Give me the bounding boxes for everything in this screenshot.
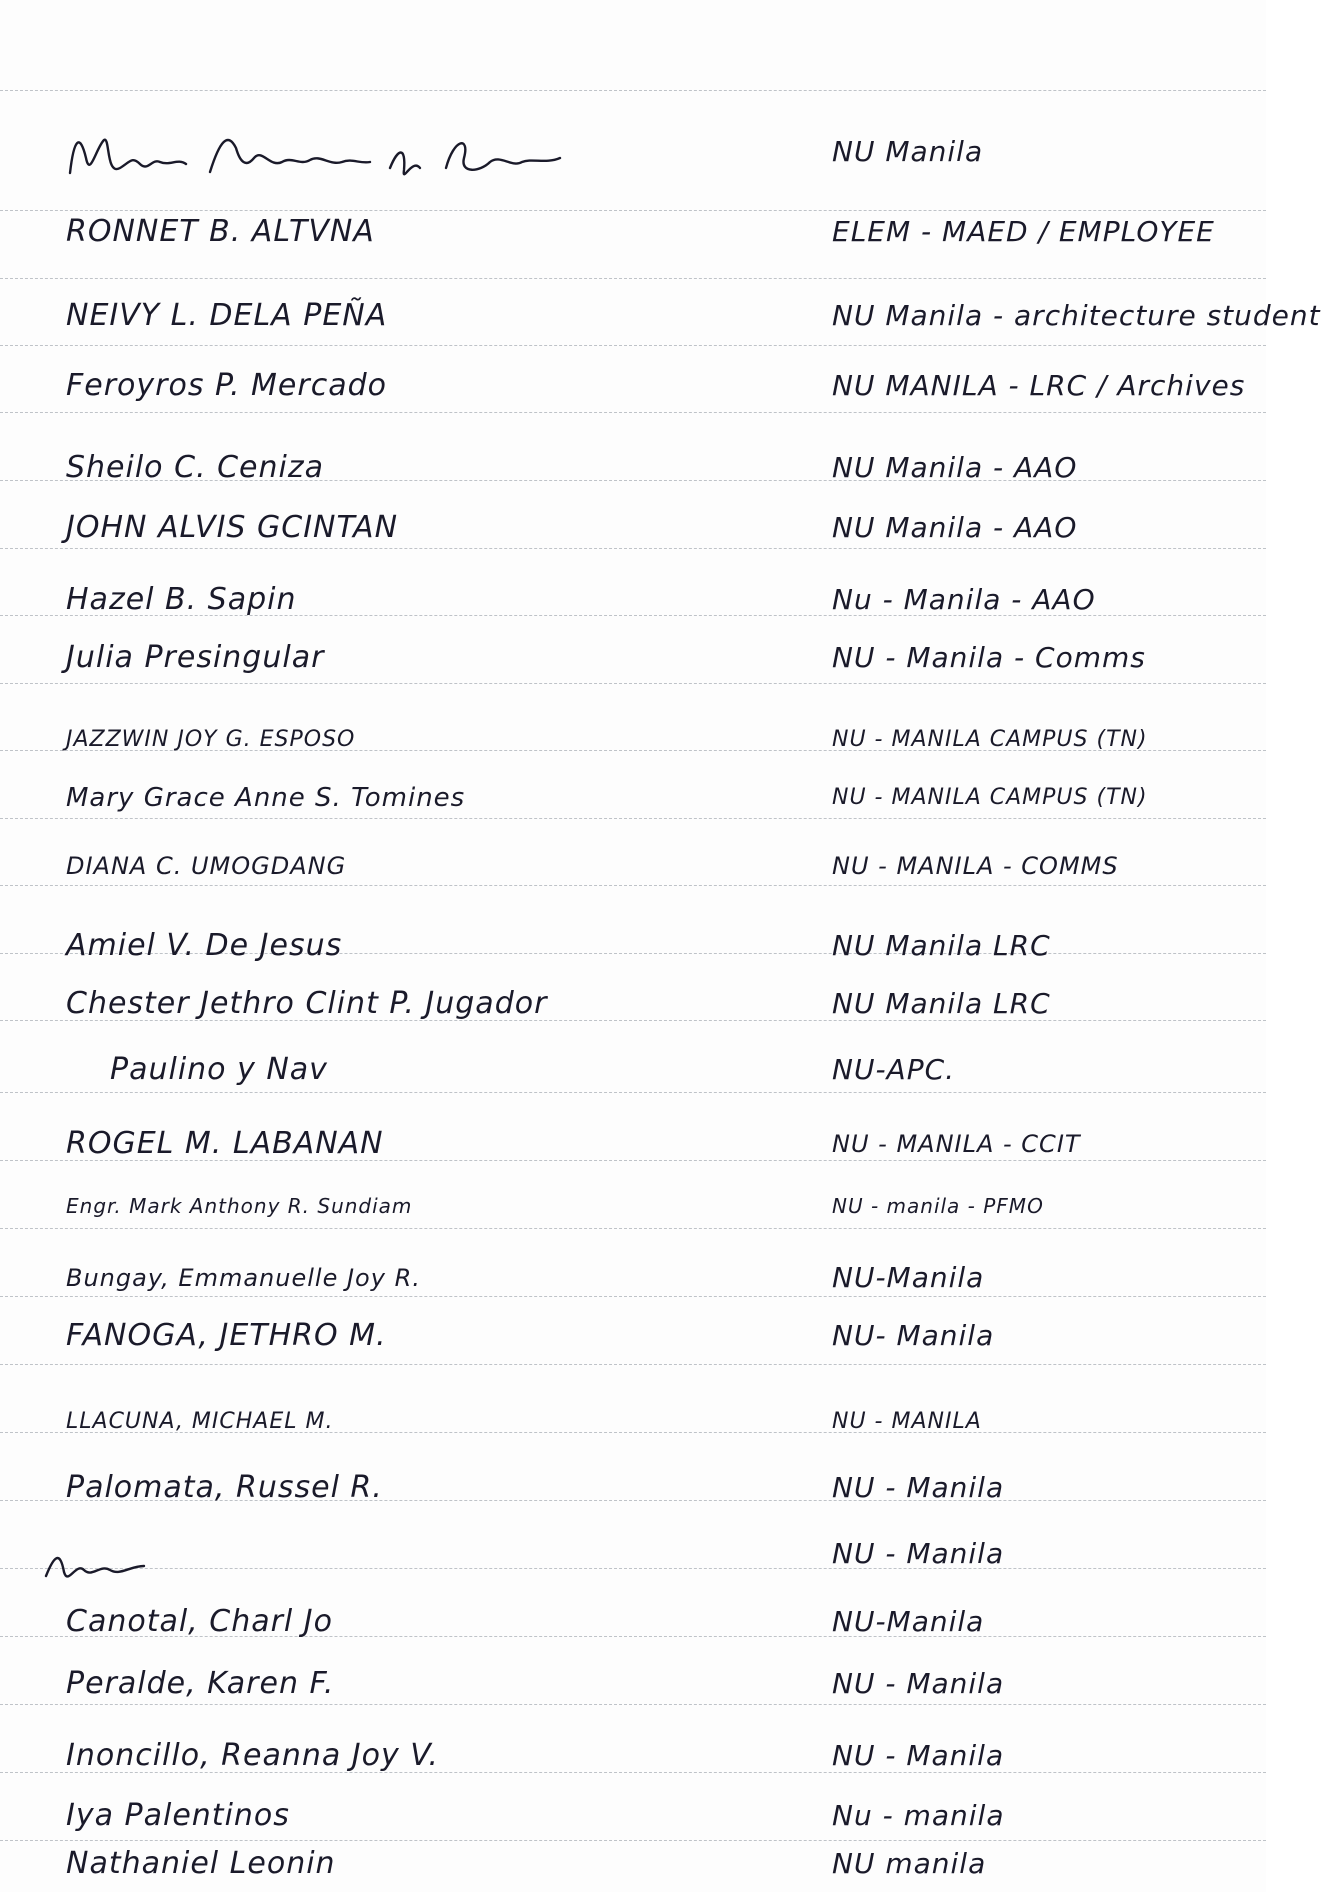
affiliation: NU-APC. [832, 1053, 956, 1086]
entry-row [0, 976, 1266, 1036]
entry-row [0, 204, 1266, 264]
entry-row [0, 630, 1266, 690]
entry-row [0, 1594, 1266, 1654]
attendee-name: Amiel V. De Jesus [66, 928, 343, 963]
entry-row [0, 838, 1266, 898]
entry-row [0, 918, 1266, 978]
attendee-name: Peralde, Karen F. [66, 1666, 335, 1701]
affiliation: NU Manila - AAO [832, 451, 1078, 484]
affiliation: NU - Manila [832, 1667, 1005, 1700]
entry-row [0, 1394, 1266, 1454]
attendee-name: NEIVY L. DELA PEÑA [66, 298, 388, 333]
entry-row [0, 572, 1266, 632]
ruled-line [0, 278, 1266, 279]
attendee-name: Palomata, Russel R. [66, 1470, 383, 1505]
entry-row [0, 1460, 1266, 1520]
affiliation: NU Manila LRC [832, 987, 1051, 1020]
affiliation: NU manila [832, 1847, 987, 1880]
affiliation: NU- Manila [832, 1319, 995, 1352]
attendee-name: Nathaniel Leonin [66, 1846, 336, 1881]
attendee-name: Julia Presingular [66, 640, 325, 675]
attendee-name: JAZZWIN JOY G. ESPOSO [66, 727, 356, 752]
entry-row [0, 1178, 1266, 1238]
attendee-name: Mary Grace Anne S. Tomines [66, 783, 466, 813]
affiliation: NU - manila - PFMO [832, 1194, 1044, 1218]
affiliation: NU Manila LRC [832, 929, 1051, 962]
attendee-name: Iya Palentinos [66, 1798, 290, 1833]
attendee-name: Paulino y Nav [110, 1052, 328, 1087]
affiliation: NU - Manila [832, 1537, 1005, 1570]
signature-scribble-drawing [40, 1536, 150, 1596]
affiliation: NU - MANILA [832, 1409, 982, 1434]
affiliation: ELEM - MAED / EMPLOYEE [832, 215, 1215, 248]
entry-row [0, 1656, 1266, 1716]
entry-row [0, 1728, 1266, 1788]
entry-row [0, 1042, 1266, 1102]
attendee-name: DIANA C. UMOGDANG [66, 852, 347, 880]
affiliation: NU - MANILA - CCIT [832, 1130, 1081, 1158]
attendee-name: Bungay, Emmanuelle Joy R. [66, 1264, 421, 1292]
entry-row [0, 118, 1266, 178]
affiliation: NU - Manila [832, 1471, 1005, 1504]
affiliation: NU - Manila [832, 1739, 1005, 1772]
entry-row [0, 712, 1266, 772]
affiliation: NU Manila - architecture student [832, 299, 1321, 332]
entry-row [0, 288, 1321, 348]
attendee-name: ROGEL M. LABANAN [66, 1126, 384, 1161]
entry-row [0, 500, 1266, 560]
entry-row [0, 440, 1266, 500]
attendee-name: Inoncillo, Reanna Joy V. [66, 1738, 439, 1773]
affiliation: NU - MANILA CAMPUS (TN) [832, 727, 1148, 752]
affiliation: NU MANILA - LRC / Archives [832, 369, 1246, 402]
affiliation: NU - MANILA - COMMS [832, 852, 1119, 880]
attendee-name: FANOGA, JETHRO M. [66, 1318, 387, 1353]
entry-row [0, 1250, 1266, 1310]
attendee-name: Sheilo C. Ceniza [66, 450, 324, 485]
affiliation: NU - MANILA CAMPUS (TN) [832, 785, 1148, 810]
signature-drawing [60, 128, 580, 188]
attendee-name: JOHN ALVIS GCINTAN [66, 510, 399, 545]
attendee-name: Chester Jethro Clint P. Jugador [66, 986, 548, 1021]
entry-row [0, 1116, 1266, 1176]
signature-scribble [40, 1536, 150, 1596]
entry-row [0, 358, 1266, 418]
attendee-name: Engr. Mark Anthony R. Sundiam [66, 1194, 413, 1218]
affiliation: Nu - Manila - AAO [832, 583, 1096, 616]
entry-row [0, 1308, 1266, 1368]
signature [60, 128, 580, 188]
affiliation: NU-Manila [832, 1605, 985, 1638]
attendee-name: Feroyros P. Mercado [66, 368, 387, 403]
entry-row [0, 1526, 1266, 1586]
attendee-name: LLACUNA, MICHAEL M. [66, 1409, 334, 1434]
entry-row [0, 770, 1266, 830]
affiliation: NU Manila [832, 135, 984, 168]
attendee-name: RONNET B. ALTVNA [66, 214, 375, 249]
attendee-name: Canotal, Charl Jo [66, 1604, 334, 1639]
entry-row [0, 1836, 1266, 1896]
attendee-name: Hazel B. Sapin [66, 582, 297, 617]
affiliation: NU-Manila [832, 1261, 985, 1294]
affiliation: NU - Manila - Comms [832, 641, 1146, 674]
affiliation: Nu - manila [832, 1799, 1005, 1832]
affiliation: NU Manila - AAO [832, 511, 1078, 544]
ruled-line [0, 90, 1266, 91]
